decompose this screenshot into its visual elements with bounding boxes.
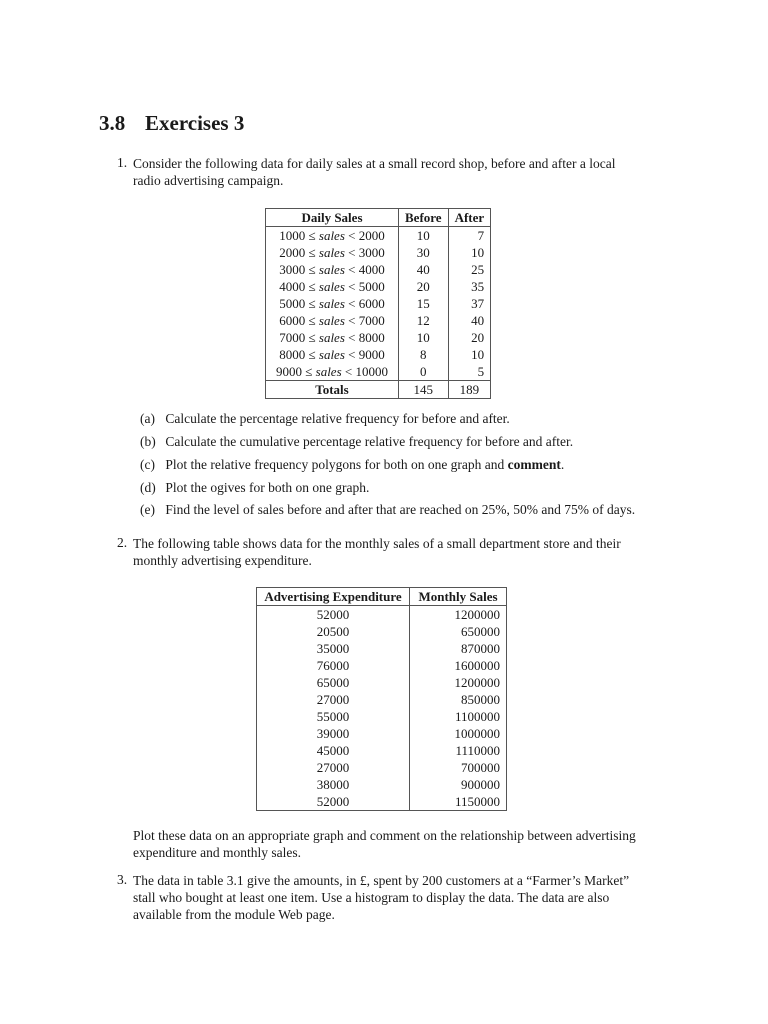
sales-cell: 1200000 [410,606,507,624]
part-b-text: Calculate the cumulative percentage relative frequency for before and after. [165,434,574,449]
range-low: 7000 [279,330,306,345]
range-var: sales [318,228,345,243]
part-e-label: (e) [140,502,155,517]
header-after: After [448,209,491,227]
range-low: 2000 [279,245,306,260]
op-lt: < [348,330,356,345]
range-var: sales [318,296,345,311]
range-low: 8000 [279,347,306,362]
header-daily-sales: Daily Sales [266,209,399,227]
sales-cell: 1100000 [410,708,507,725]
sales-cell: 1200000 [410,674,507,691]
part-a [140,411,510,427]
part-b [140,434,573,450]
range-high: 3000 [358,245,385,260]
after-cell: 10 [448,244,491,261]
sales-cell: 1110000 [410,742,507,759]
advertising-table [256,587,507,811]
sales-cell: 1150000 [410,793,507,811]
part-e-text: Find the level of sales before and after that are reached on 25%, 50% and 75% of days. [165,502,636,517]
op-lt: < [348,347,356,362]
section-title: Exercises 3 [145,111,245,135]
header-advertising-expenditure: Advertising Expenditure [257,588,410,606]
totals-row [266,381,491,399]
op-leq: ≤ [308,347,316,362]
exercise-3-number: 3. [117,872,128,887]
table-row [257,725,507,742]
range-var: sales [318,313,345,328]
op-leq: ≤ [308,245,316,260]
table-row [266,295,491,312]
part-a-text: Calculate the percentage relative frequency for before and after. [165,411,510,426]
op-leq: ≤ [308,313,316,328]
expenditure-cell: 52000 [257,606,410,624]
before-cell: 30 [399,244,449,261]
op-leq: ≤ [308,228,316,243]
op-leq: ≤ [308,330,316,345]
range-var: sales [318,279,345,294]
sales-cell: 650000 [410,623,507,640]
table-row [257,657,507,674]
expenditure-cell: 20500 [257,623,410,640]
table-row [266,363,491,381]
expenditure-cell: 27000 [257,759,410,776]
part-c [140,457,564,473]
op-leq: ≤ [305,364,313,379]
expenditure-cell: 45000 [257,742,410,759]
exercise-3-text: The data in table 3.1 give the amounts, in £, spent by 200 customers at a “Farmer’s Market” stall who bought at least one item. Use a histogram to display the data. The data are also available from the module Web page. [133,873,630,922]
table-row [257,674,507,691]
part-b-label: (b) [140,434,156,449]
before-cell: 20 [399,278,449,295]
part-c-after: . [560,457,565,472]
range-high: 2000 [358,228,385,243]
part-e [140,502,635,518]
table-row [257,742,507,759]
expenditure-cell: 38000 [257,776,410,793]
range-high: 10000 [355,364,388,379]
op-lt: < [344,364,353,379]
after-cell: 10 [448,346,491,363]
daily-sales-body [266,227,491,381]
part-d-text: Plot the ogives for both on one graph. [165,480,370,495]
part-a-label: (a) [140,411,155,426]
range-cell [266,261,399,278]
after-cell: 7 [448,227,491,245]
sales-cell: 1000000 [410,725,507,742]
sales-cell: 850000 [410,691,507,708]
exercise-2-number: 2. [117,535,128,550]
range-cell [266,244,399,261]
op-lt: < [348,262,356,277]
table-row [257,606,507,624]
table-row [257,759,507,776]
range-low: 9000 [276,364,302,379]
range-high: 4000 [358,262,385,277]
table-row [266,244,491,261]
op-leq: ≤ [308,296,316,311]
before-cell: 10 [399,329,449,346]
sales-cell: 1600000 [410,657,507,674]
op-lt: < [348,313,356,328]
op-leq: ≤ [308,279,316,294]
op-lt: < [348,245,356,260]
range-high: 6000 [358,296,385,311]
before-cell: 40 [399,261,449,278]
before-cell: 12 [399,312,449,329]
range-high: 7000 [358,313,385,328]
range-cell [266,227,399,245]
part-c-text: Plot the relative frequency polygons for both on one graph and [165,457,508,472]
part-d [140,480,369,496]
range-cell [266,363,399,381]
op-lt: < [348,279,356,294]
table-header-row [257,588,507,606]
sales-cell: 900000 [410,776,507,793]
range-low: 5000 [279,296,306,311]
sales-cell: 870000 [410,640,507,657]
expenditure-cell: 52000 [257,793,410,811]
table-row [257,793,507,811]
range-cell [266,329,399,346]
range-cell [266,346,399,363]
expenditure-cell: 39000 [257,725,410,742]
before-cell: 0 [399,363,449,381]
exercise-1-number: 1. [117,155,128,170]
range-cell [266,278,399,295]
totals-label: Totals [266,381,399,399]
table-row [266,261,491,278]
op-lt: < [348,228,356,243]
expenditure-cell: 27000 [257,691,410,708]
part-d-label: (d) [140,480,156,495]
before-cell: 10 [399,227,449,245]
range-var: sales [318,245,345,260]
table-row [266,346,491,363]
expenditure-cell: 76000 [257,657,410,674]
after-cell: 35 [448,278,491,295]
table-row [257,708,507,725]
table-row [266,329,491,346]
range-high: 9000 [358,347,385,362]
expenditure-cell: 35000 [257,640,410,657]
section-number: 3.8 [99,111,126,135]
table-row [257,623,507,640]
after-cell: 20 [448,329,491,346]
range-var: sales [318,262,345,277]
expenditure-cell: 65000 [257,674,410,691]
after-cell: 5 [448,363,491,381]
table-row [257,776,507,793]
expenditure-cell: 55000 [257,708,410,725]
range-cell [266,312,399,329]
before-cell: 8 [399,346,449,363]
sales-cell: 700000 [410,759,507,776]
header-monthly-sales: Monthly Sales [410,588,507,606]
table-header-row [266,209,491,227]
table-row [266,312,491,329]
range-var: sales [318,347,345,362]
totals-after: 189 [448,381,491,399]
before-cell: 15 [399,295,449,312]
table-row [257,691,507,708]
range-var: sales [318,330,345,345]
range-cell [266,295,399,312]
table-row [266,278,491,295]
op-leq: ≤ [308,262,316,277]
range-low: 4000 [279,279,306,294]
range-low: 3000 [279,262,306,277]
after-cell: 37 [448,295,491,312]
table-row [257,640,507,657]
range-low: 6000 [279,313,306,328]
range-high: 8000 [358,330,385,345]
section-heading [99,111,244,136]
part-c-bold: comment [507,457,561,472]
header-before: Before [399,209,449,227]
exercise-2-followup: Plot these data on an appropriate graph and comment on the relationship between advertising expenditure and monthly sales. [133,828,636,860]
range-high: 5000 [358,279,385,294]
totals-before: 145 [399,381,449,399]
after-cell: 40 [448,312,491,329]
range-var: sales [315,364,342,379]
exercise-1-text: Consider the following data for daily sales at a small record shop, before and after a local radio advertising campaign. [133,156,616,188]
exercise-2-text: The following table shows data for the monthly sales of a small department store and their monthly advertising expenditure. [133,536,621,568]
range-low: 1000 [279,228,306,243]
daily-sales-table [265,208,491,399]
advertising-body [257,606,507,811]
after-cell: 25 [448,261,491,278]
op-lt: < [348,296,356,311]
table-row [266,227,491,245]
part-c-label: (c) [140,457,155,472]
